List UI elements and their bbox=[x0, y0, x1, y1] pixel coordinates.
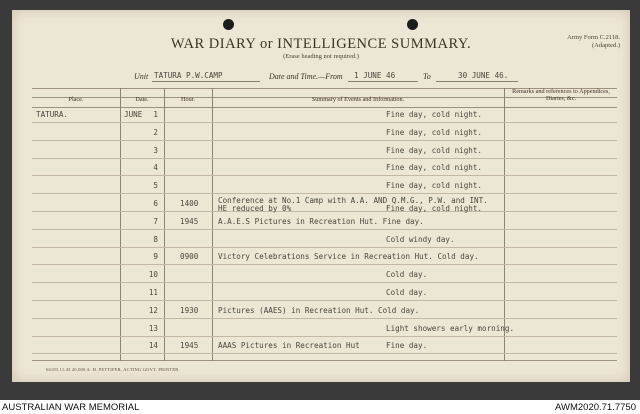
hour-value: 1930 bbox=[180, 305, 199, 315]
day-number: 2 bbox=[153, 127, 158, 137]
event-text: AAAS Pictures in Recreation Hut bbox=[218, 341, 360, 351]
day-number: 13 bbox=[148, 323, 158, 333]
weather-text: Fine day, cold night. bbox=[386, 110, 483, 119]
day-number: 11 bbox=[148, 288, 158, 297]
event-text: A.A.E.S Pictures in Recreation Hut. Fine day. bbox=[218, 216, 424, 226]
col-divider bbox=[212, 88, 213, 361]
caption-left: AUSTRALIAN WAR MEMORIAL bbox=[2, 402, 140, 413]
date-to-value: 30 JUNE 46. bbox=[458, 71, 509, 80]
row-rule bbox=[32, 264, 617, 265]
row-rule bbox=[32, 336, 617, 337]
day-number: 5 bbox=[153, 181, 158, 191]
weather-text: Cold day. bbox=[386, 288, 428, 297]
date-time-label: Date and Time.—From bbox=[269, 72, 343, 81]
weather-text: Light showers early morning. bbox=[386, 323, 515, 333]
day-number: 7 bbox=[153, 216, 158, 226]
row-rule bbox=[32, 175, 617, 176]
weather-text: Fine day. bbox=[386, 341, 428, 351]
row-rule bbox=[32, 300, 617, 301]
row-rule bbox=[32, 193, 617, 194]
hour-value: 1400 bbox=[180, 199, 199, 208]
weather-text: Cold day. bbox=[386, 270, 428, 280]
war-diary-page bbox=[12, 10, 630, 382]
event-text: Victory Celebrations Service in Recreation Hut. Cold day. bbox=[218, 252, 479, 262]
hour-value: 1945 bbox=[180, 341, 199, 351]
row-rule bbox=[32, 158, 617, 159]
event-text-second-line: HE reduced by 0% bbox=[218, 204, 292, 213]
day-number: 9 bbox=[153, 252, 158, 262]
weather-text: Fine day, cold night. bbox=[386, 127, 483, 137]
unit-underline bbox=[152, 81, 260, 82]
unit-label: Unit bbox=[134, 72, 149, 81]
header-place: Place. bbox=[68, 96, 84, 103]
row-rule bbox=[32, 140, 617, 141]
row-rule bbox=[32, 229, 617, 230]
printer-imprint: 66183 11.43 20,000 A. H. PETTIFER, ACTING GOVT. PRINTER. bbox=[46, 367, 180, 372]
weather-text: Fine day, cold night. bbox=[386, 204, 483, 213]
punch-hole bbox=[223, 19, 234, 30]
day-number: 3 bbox=[153, 145, 158, 155]
month-value: JUNE bbox=[124, 110, 143, 119]
caption-right: AWM2020.71.7750 bbox=[555, 402, 636, 413]
hour-value: 1945 bbox=[180, 216, 199, 226]
weather-text: Fine day, cold night. bbox=[386, 145, 483, 155]
day-number: 1 bbox=[153, 110, 158, 119]
day-number: 14 bbox=[148, 341, 158, 351]
army-form-ref bbox=[567, 34, 620, 50]
date-from-value: 1 JUNE 46 bbox=[354, 71, 396, 80]
header-hour: Hour. bbox=[181, 96, 195, 103]
event-text: Pictures (AAES) in Recreation Hut. Cold day. bbox=[218, 305, 420, 315]
date-from-underline bbox=[348, 81, 418, 82]
weather-text: Cold windy day. bbox=[386, 234, 455, 244]
row-rule bbox=[32, 282, 617, 283]
event-text: Conference at No.1 Camp with A.A. AND Q.M.G., P.W. and INT. bbox=[218, 196, 488, 205]
punch-hole bbox=[407, 19, 418, 30]
day-number: 10 bbox=[148, 270, 158, 280]
header-remarks: Remarks and references to Appendices, Diaries, &c. bbox=[512, 88, 610, 102]
place-value: TATURA. bbox=[36, 110, 69, 119]
unit-value: TATURA P.W.CAMP bbox=[154, 71, 223, 80]
row-rule bbox=[32, 353, 617, 354]
weather-text: Fine day, cold night. bbox=[386, 163, 483, 173]
date-to-underline bbox=[436, 81, 518, 82]
row-rule bbox=[32, 318, 617, 319]
day-number: 4 bbox=[153, 163, 158, 173]
header-date: Date. bbox=[135, 96, 149, 103]
army-form-note: (Adapted.) bbox=[592, 42, 620, 49]
weather-text: Fine day, cold night. bbox=[386, 181, 483, 191]
form-subtitle: (Erase heading not required.) bbox=[283, 53, 359, 60]
day-number: 8 bbox=[153, 234, 158, 244]
col-divider bbox=[164, 88, 165, 361]
header-summary: Summary of Events and Information. bbox=[311, 96, 405, 103]
day-number: 12 bbox=[148, 305, 158, 315]
row-rule bbox=[32, 211, 617, 212]
hour-value: 0900 bbox=[180, 252, 199, 262]
form-title: WAR DIARY or INTELLIGENCE SUMMARY. bbox=[170, 36, 472, 52]
to-label: To bbox=[423, 72, 431, 81]
diary-table bbox=[32, 88, 617, 361]
col-divider bbox=[120, 88, 121, 361]
col-divider bbox=[504, 88, 505, 361]
row-rule bbox=[32, 247, 617, 248]
row-rule bbox=[32, 122, 617, 123]
day-number: 6 bbox=[153, 199, 158, 208]
army-form-number: Army Form C.2118. bbox=[567, 34, 620, 41]
